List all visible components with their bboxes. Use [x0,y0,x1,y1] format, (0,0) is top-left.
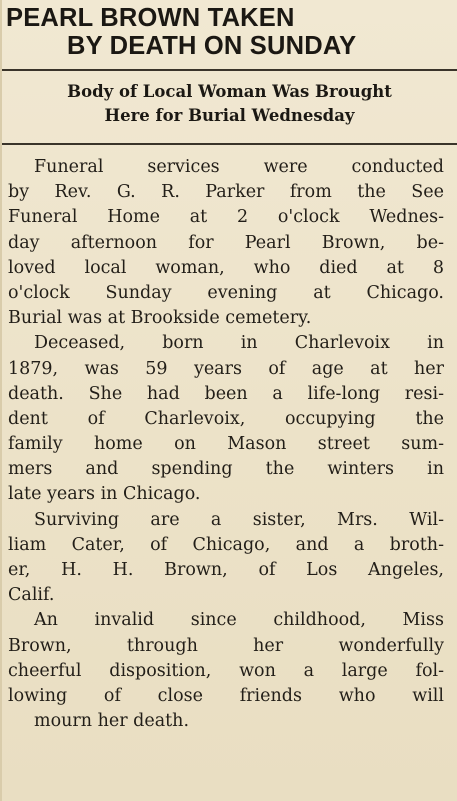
body-line: Funeral services were conducted [34,157,444,177]
body-line: family home on Mason street sum- [8,434,444,455]
body-line: Funeral Home at 2 o'clock Wednes- [8,207,444,228]
body-line: lowing of close friends who will [8,685,444,706]
body-line: o'clock Sunday evening at Chicago. [8,282,444,303]
subheadline [2,80,457,128]
body-line: Deceased, born in Charlevoix in [34,333,444,354]
paragraph-surviving [8,508,444,609]
subheadline-line-1: Body of Local Woman Was Brought [67,82,392,101]
paragraph-deceased [8,331,444,507]
body-line: Brown, through her wonderfully [8,635,444,656]
subheadline-line-2: Here for Burial Wednesday [104,106,355,125]
headline-line-2: BY DEATH ON SUNDAY [67,32,357,60]
body-line: An invalid since childhood, Miss [34,610,444,631]
body-line: dent of Charlevoix, occupying the [8,408,444,429]
body-line: Surviving are a sister, Mrs. Wil- [34,509,444,530]
body-line: Calif. [8,585,55,606]
headline-line-1: PEARL BROWN TAKEN [6,4,295,32]
body-line: mourn her death. [34,711,190,732]
article-body [8,155,444,734]
body-line: loved local woman, who died at 8 [8,257,444,278]
body-line: death. She had been a life-long resi- [8,383,444,404]
rule-above-subheadline [2,69,457,71]
body-line: liam Cater, of Chicago, and a broth- [8,534,444,555]
body-line: day afternoon for Pearl Brown, be- [8,232,444,253]
paragraph-invalid [8,608,444,734]
rule-below-subheadline [2,143,457,145]
body-line: er, H. H. Brown, of Los Angeles, [8,560,444,580]
body-line: by Rev. G. R. Parker from the See [8,182,444,203]
body-line: late years in Chicago. [8,484,201,505]
body-line: cheerful disposition, won a large fol- [8,660,444,681]
body-line: Burial was at Brookside cemetery. [8,308,312,329]
body-line: 1879, was 59 years of age at her [8,358,444,379]
body-line: mers and spending the winters in [8,459,444,480]
paragraph-funeral-services [8,155,444,331]
